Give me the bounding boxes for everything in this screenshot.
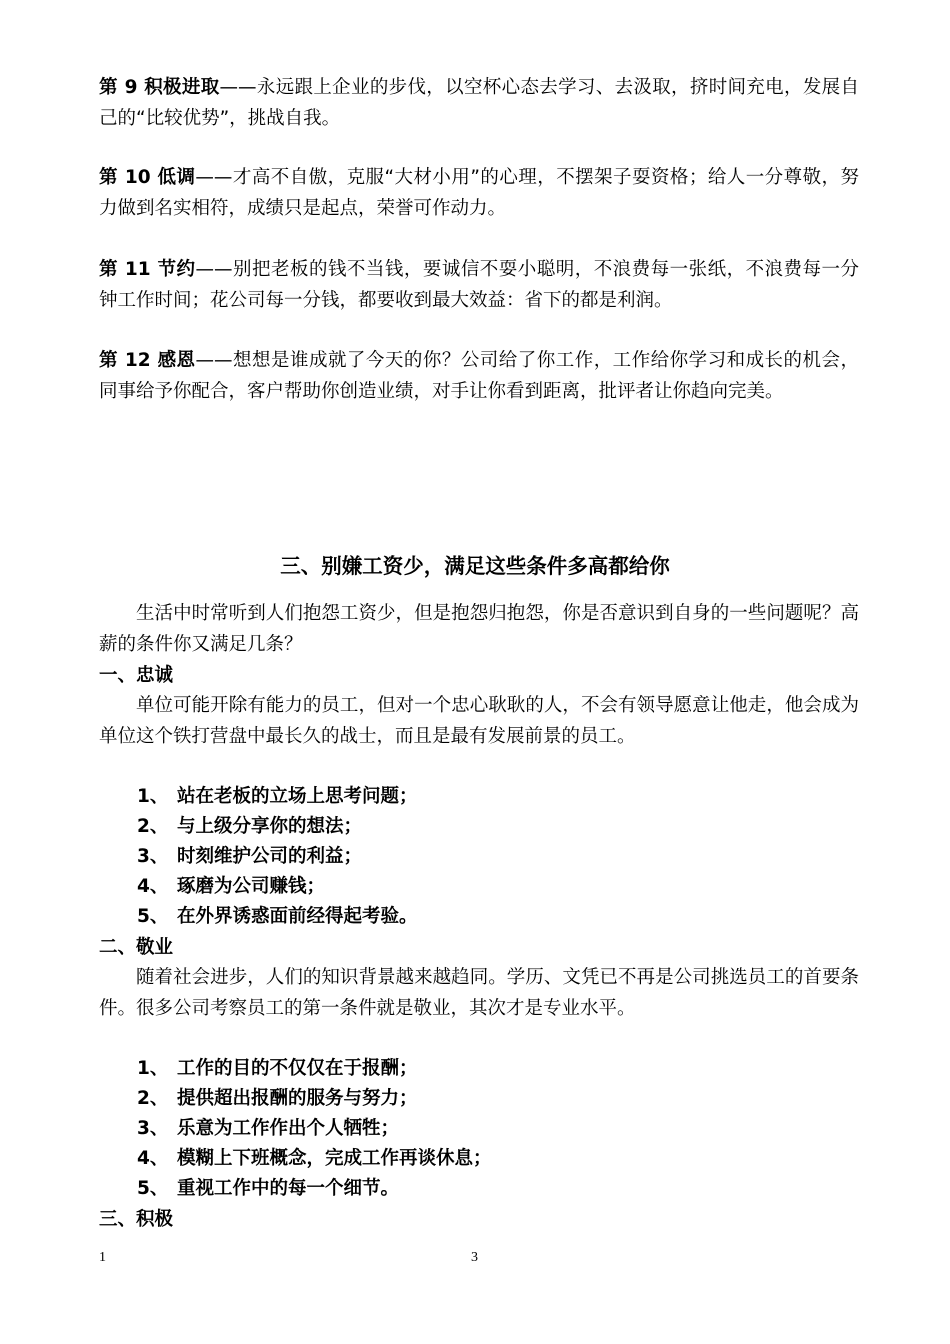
rule-11: [99, 254, 859, 316]
rule-10: [99, 162, 859, 224]
list-item: [99, 1144, 859, 1174]
page-number: 3: [471, 1250, 478, 1265]
rule-9-heading: 第 9 积极进取: [99, 77, 220, 98]
list-item: [99, 842, 859, 872]
list-item-number: 3、: [137, 1118, 169, 1139]
rule-11-heading: 第 11 节约: [99, 259, 196, 280]
list-item: [99, 902, 859, 932]
footer-left-number: 1: [99, 1250, 106, 1265]
section-intro: 生活中时常听到人们抱怨工资少，但是抱怨归抱怨，你是否意识到自身的一些问题呢？高薪的条件你又满足几条？: [99, 603, 859, 655]
rule-10-heading: 第 10 低调: [99, 167, 196, 188]
part-2-list: [99, 1054, 859, 1204]
list-item-number: 2、: [137, 816, 169, 837]
rule-9: [99, 72, 859, 134]
part-2-text: 随着社会进步，人们的知识背景越来越趋同。学历、文凭已不再是公司挑选员工的首要条件。很多公司考察员工的第一条件就是敬业，其次才是专业水平。: [99, 967, 859, 1019]
list-item-number: 1、: [137, 786, 169, 807]
list-item: [99, 1084, 859, 1114]
part-2-heading: 二、敬业: [99, 937, 174, 958]
list-item-text: 在外界诱惑面前经得起考验。: [177, 906, 418, 927]
part-1-heading: 一、忠诚: [99, 665, 174, 686]
rule-12: [99, 345, 859, 407]
list-item-text: 时刻维护公司的利益；: [177, 846, 363, 867]
rule-11-body: ——别把老板的钱不当钱，要诚信不耍小聪明，不浪费每一张纸，不浪费每一分钟工作时间；花公司每一分钱，都要收到最大效益：省下的都是利润。: [99, 259, 859, 311]
list-item-number: 4、: [137, 1148, 169, 1169]
list-item-number: 5、: [137, 906, 169, 927]
list-item-number: 3、: [137, 846, 169, 867]
list-item: [99, 1114, 859, 1144]
section-title: 三、别嫌工资少，满足这些条件多高都给你: [280, 554, 670, 578]
rule-12-heading: 第 12 感恩: [99, 350, 196, 371]
list-item: [99, 812, 859, 842]
list-item-text: 重视工作中的每一个细节。: [177, 1178, 400, 1199]
list-item: [99, 872, 859, 902]
list-item-number: 5、: [137, 1178, 169, 1199]
rule-10-body: ——才高不自傲，克服“大材小用”的心理，不摆架子耍资格；给人一分尊敬，努力做到名实相符，成绩只是起点，荣誉可作动力。: [99, 167, 859, 219]
rule-12-body: ——想想是谁成就了今天的你？公司给了你工作，工作给你学习和成长的机会，同事给予你配合，客户帮助你创造业绩，对手让你看到距离，批评者让你趋向完美。: [99, 350, 859, 402]
part-3-heading: 三、积极: [99, 1209, 174, 1230]
list-item-text: 提供超出报酬的服务与努力；: [177, 1088, 418, 1109]
list-item-text: 琢磨为公司赚钱；: [177, 876, 326, 897]
list-item-text: 乐意为工作作出个人牺牲；: [177, 1118, 400, 1139]
list-item-text: 与上级分享你的想法；: [177, 816, 363, 837]
list-item-number: 1、: [137, 1058, 169, 1079]
part-1-list: [99, 782, 859, 932]
list-item-number: 2、: [137, 1088, 169, 1109]
list-item-text: 站在老板的立场上思考问题；: [177, 786, 418, 807]
list-item: [99, 1174, 859, 1204]
list-item: [99, 782, 859, 812]
list-item-text: 工作的目的不仅仅在于报酬；: [177, 1058, 418, 1079]
part-1-text: 单位可能开除有能力的员工，但对一个忠心耿耿的人，不会有领导愿意让他走，他会成为单位这个铁打营盘中最长久的战士，而且是最有发展前景的员工。: [99, 695, 859, 747]
list-item-text: 模糊上下班概念，完成工作再谈休息；: [177, 1148, 492, 1169]
list-item-number: 4、: [137, 876, 169, 897]
rule-9-body: ——永远跟上企业的步伐，以空杯心态去学习、去汲取，挤时间充电，发展自己的“比较优势”，挑战自我。: [99, 77, 859, 129]
list-item: [99, 1054, 859, 1084]
